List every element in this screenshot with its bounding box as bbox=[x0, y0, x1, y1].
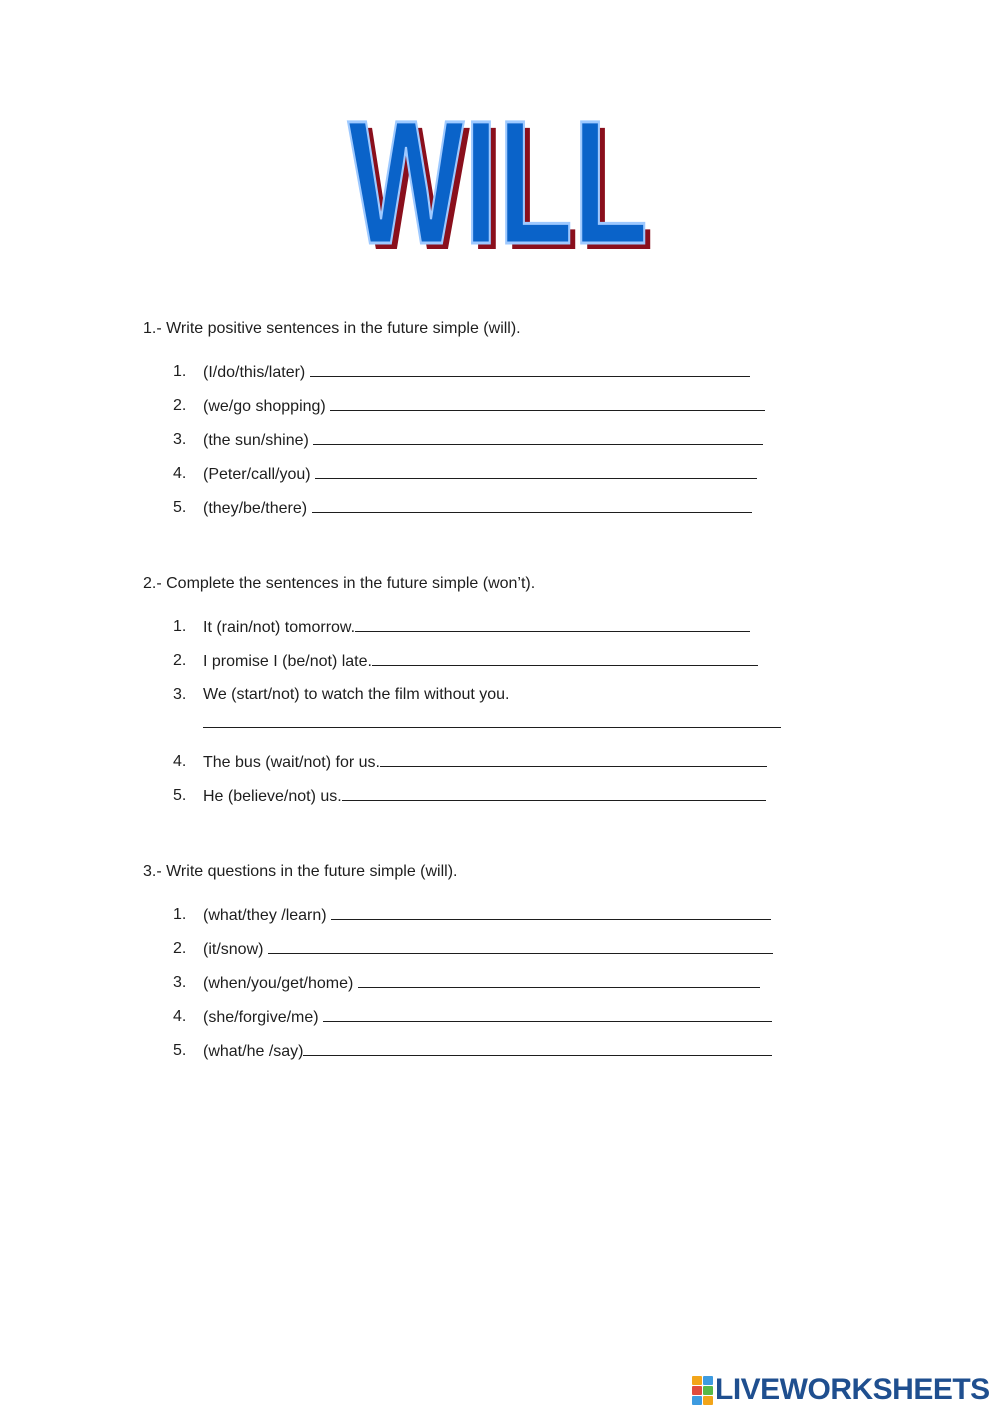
item-number: 3. bbox=[173, 431, 187, 448]
answer-blank[interactable] bbox=[268, 939, 773, 954]
item-prompt: It (rain/not) tomorrow. bbox=[203, 619, 356, 636]
answer-blank[interactable] bbox=[372, 651, 758, 666]
answer-blank[interactable] bbox=[342, 786, 766, 801]
item-prompt: (what/they /learn) bbox=[203, 907, 332, 924]
answer-blank[interactable] bbox=[355, 617, 750, 632]
item-number: 5. bbox=[173, 499, 187, 516]
brand-name: LIVEWORKSHEETS bbox=[715, 1373, 990, 1406]
title-shadow: WILL bbox=[354, 105, 654, 265]
item-prompt: He (believe/not) us. bbox=[203, 788, 342, 805]
item-prompt: (we/go shopping) bbox=[203, 398, 331, 415]
item-prompt: (they/be/there) bbox=[203, 500, 312, 517]
answer-blank[interactable] bbox=[315, 464, 757, 479]
title-wordart bbox=[330, 105, 670, 265]
item-prompt: (she/forgive/me) bbox=[203, 1009, 324, 1026]
item-number: 3. bbox=[173, 686, 187, 703]
exercise-1-heading: 1.- Write positive sentences in the future simple (will). bbox=[143, 320, 521, 337]
item-number: 1. bbox=[173, 363, 187, 380]
liveworksheets-logo-icon bbox=[692, 1376, 712, 1404]
item-prompt: (Peter/call/you) bbox=[203, 466, 316, 483]
answer-blank[interactable] bbox=[310, 362, 750, 377]
item-prompt: (I/do/this/later) bbox=[203, 364, 310, 381]
item-number: 2. bbox=[173, 397, 187, 414]
exercise-2-heading: 2.- Complete the sentences in the future simple (won’t). bbox=[143, 575, 536, 592]
answer-blank[interactable] bbox=[323, 1007, 772, 1022]
item-prompt: We (start/not) to watch the film without you. bbox=[203, 686, 510, 703]
answer-blank[interactable] bbox=[312, 498, 752, 513]
answer-blank[interactable] bbox=[358, 973, 760, 988]
item-prompt: (when/you/get/home) bbox=[203, 975, 358, 992]
answer-blank[interactable] bbox=[331, 905, 771, 920]
exercise-3-heading: 3.- Write questions in the future simple (will). bbox=[143, 863, 458, 880]
title-text: WILL bbox=[348, 105, 648, 265]
exercise-1 bbox=[143, 319, 863, 517]
item-number: 1. bbox=[173, 618, 187, 635]
liveworksheets-brand bbox=[692, 1372, 990, 1408]
item-prompt: The bus (wait/not) for us. bbox=[203, 754, 380, 771]
item-prompt: I promise I (be/not) late. bbox=[203, 653, 372, 670]
item-number: 4. bbox=[173, 1008, 187, 1025]
item-number: 2. bbox=[173, 940, 187, 957]
item-number: 4. bbox=[173, 465, 187, 482]
exercise-2 bbox=[143, 574, 863, 805]
answer-blank[interactable] bbox=[313, 430, 763, 445]
answer-blank[interactable] bbox=[203, 726, 781, 728]
item-number: 2. bbox=[173, 652, 187, 669]
item-prompt: (the sun/shine) bbox=[203, 432, 314, 449]
answer-blank[interactable] bbox=[303, 1041, 772, 1056]
item-number: 4. bbox=[173, 753, 187, 770]
answer-blank[interactable] bbox=[330, 396, 765, 411]
item-prompt: (it/snow) bbox=[203, 941, 268, 958]
answer-blank[interactable] bbox=[380, 752, 767, 767]
item-number: 5. bbox=[173, 787, 187, 804]
exercise-3 bbox=[143, 862, 863, 1060]
item-number: 5. bbox=[173, 1042, 187, 1059]
item-prompt: (what/he /say) bbox=[203, 1043, 304, 1060]
item-number: 3. bbox=[173, 974, 187, 991]
item-number: 1. bbox=[173, 906, 187, 923]
worksheet-title bbox=[330, 105, 670, 265]
